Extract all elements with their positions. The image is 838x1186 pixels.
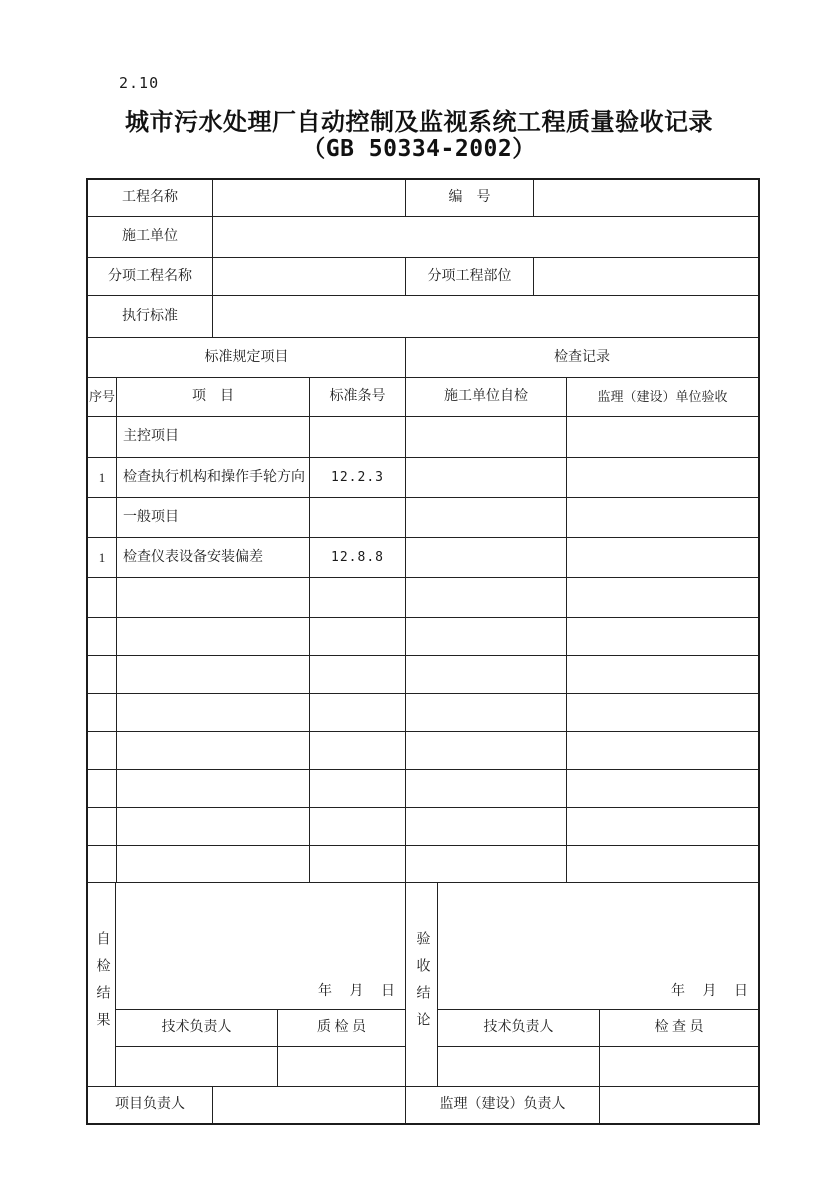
column-header-supervision: 监理（建设）单位验收 [567,378,758,417]
row-self-check-cell [406,417,567,458]
serial-number-label: 编 号 [406,180,534,217]
project-leader-label: 项目负责人 [88,1087,213,1123]
column-header-self-check: 施工单位自检 [406,378,567,417]
row-clause-cell [310,732,406,770]
row-clause-cell [310,498,406,538]
subitem-part-value-cell [534,258,758,296]
row-clause-cell: 12.8.8 [310,538,406,578]
execution-standard-value-cell [213,296,758,338]
execution-standard-label: 执行标准 [88,296,213,338]
row-seq-cell [88,498,117,538]
serial-number-value-cell [534,180,758,217]
subitem-name-value-cell [213,258,406,296]
row-clause-cell [310,808,406,846]
row-supervision-cell [567,808,758,846]
row-self-check-cell [406,656,567,694]
page-title-line2: （GB 50334-2002） [302,136,536,162]
row-item-cell: 检查仪表设备安装偏差 [117,538,310,578]
row-clause-cell [310,578,406,618]
row-seq-cell [88,808,117,846]
row-seq-cell [88,732,117,770]
self-check-tech-leader-sign-cell [116,1047,278,1087]
construction-unit-value-cell [213,217,758,258]
row-supervision-cell [567,846,758,883]
section-number: 2.10 [119,74,160,92]
row-seq-cell: 1 [88,538,117,578]
acceptance-inspector-label: 检 查 员 [600,1010,758,1047]
row-item-cell [117,846,310,883]
row-self-check-cell [406,694,567,732]
row-item-cell: 一般项目 [117,498,310,538]
acceptance-inspector-sign-cell [600,1047,758,1087]
self-check-signature-area [116,883,406,1010]
row-item-cell [117,656,310,694]
self-check-tech-leader-label: 技术负责人 [116,1010,278,1047]
acceptance-date-label: 年 月 日 [671,984,748,999]
acceptance-record-table [86,178,760,1125]
row-supervision-cell [567,417,758,458]
acceptance-signature-area [438,883,758,1010]
supervision-leader-label: 监理（建设）负责人 [406,1087,600,1123]
row-seq-cell [88,694,117,732]
self-check-result-vertical-label: 自检结果 [88,883,116,1087]
row-seq-cell [88,578,117,618]
row-supervision-cell [567,578,758,618]
check-record-section-header: 检查记录 [406,338,758,378]
row-supervision-cell [567,538,758,578]
column-header-clause: 标准条号 [310,378,406,417]
row-clause-cell: 12.2.3 [310,458,406,498]
row-clause-cell [310,656,406,694]
row-item-cell [117,578,310,618]
row-self-check-cell [406,846,567,883]
row-supervision-cell [567,618,758,656]
row-seq-cell [88,770,117,808]
row-item-cell [117,808,310,846]
row-seq-cell [88,618,117,656]
self-check-quality-inspector-sign-cell [278,1047,406,1087]
self-check-date-label: 年 月 日 [318,984,395,999]
subitem-part-label: 分项工程部位 [406,258,534,296]
row-supervision-cell [567,732,758,770]
row-seq-cell [88,417,117,458]
row-self-check-cell [406,770,567,808]
page-title-line1: 城市污水处理厂自动控制及监视系统工程质量验收记录 [125,109,713,136]
row-supervision-cell [567,458,758,498]
acceptance-conclusion-vertical-label: 验收结论 [406,883,438,1087]
acceptance-tech-leader-label: 技术负责人 [438,1010,600,1047]
row-clause-cell [310,417,406,458]
project-name-label: 工程名称 [88,180,213,217]
row-supervision-cell [567,770,758,808]
column-header-seq: 序号 [88,378,117,417]
row-clause-cell [310,694,406,732]
project-name-value-cell [213,180,406,217]
row-clause-cell [310,846,406,883]
column-header-item: 项 目 [117,378,310,417]
acceptance-tech-leader-sign-cell [438,1047,600,1087]
row-item-cell [117,618,310,656]
row-item-cell: 主控项目 [117,417,310,458]
row-self-check-cell [406,538,567,578]
row-supervision-cell [567,656,758,694]
row-seq-cell [88,656,117,694]
row-self-check-cell [406,808,567,846]
row-self-check-cell [406,732,567,770]
subitem-name-label: 分项工程名称 [88,258,213,296]
row-self-check-cell [406,578,567,618]
self-check-quality-inspector-label: 质 检 员 [278,1010,406,1047]
construction-unit-label: 施工单位 [88,217,213,258]
supervision-leader-sign-cell [600,1087,758,1123]
project-leader-sign-cell [213,1087,406,1123]
row-seq-cell: 1 [88,458,117,498]
row-seq-cell [88,846,117,883]
standard-items-section-header: 标准规定项目 [88,338,406,378]
row-self-check-cell [406,458,567,498]
page-title [0,110,838,162]
row-item-cell [117,694,310,732]
row-item-cell [117,732,310,770]
row-item-cell [117,770,310,808]
row-self-check-cell [406,498,567,538]
row-supervision-cell [567,694,758,732]
row-self-check-cell [406,618,567,656]
row-supervision-cell [567,498,758,538]
row-clause-cell [310,618,406,656]
row-item-cell: 检查执行机构和操作手轮方向 [117,458,310,498]
row-clause-cell [310,770,406,808]
